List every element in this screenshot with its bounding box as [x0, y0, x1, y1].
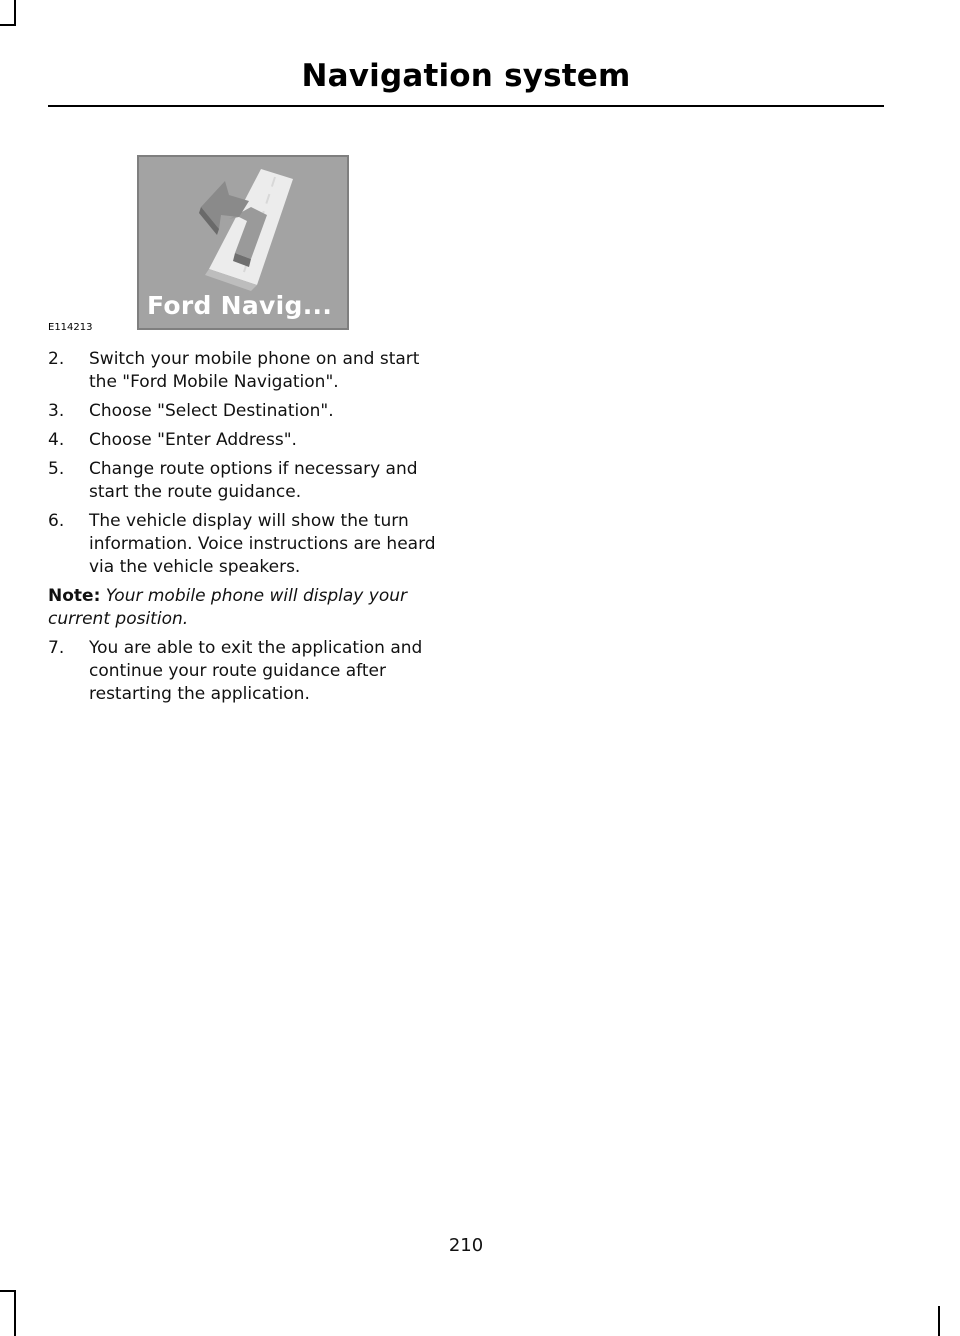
step-list [48, 348, 452, 712]
ford-navigation-app-icon [137, 155, 349, 330]
step-number: 3. [48, 401, 65, 421]
crop-mark-bottom-right-v [938, 1306, 940, 1336]
step-text: Choose "Enter Address". [89, 430, 297, 450]
step-number: 6. [48, 511, 65, 531]
crop-mark-top-left-v [14, 0, 16, 26]
step-text: You are able to exit the application and continue your route guidance after restarting the application. [89, 638, 423, 704]
step-number: 4. [48, 430, 65, 450]
step-number: 5. [48, 459, 65, 479]
figure-code: E114213 [48, 322, 93, 333]
note-text: Your mobile phone will display your current position. [48, 586, 407, 629]
step-text: The vehicle display will show the turn information. Voice instructions are heard via the vehicle speakers. [89, 511, 436, 577]
step-number: 2. [48, 349, 65, 369]
list-item [48, 637, 452, 706]
list-item [48, 348, 452, 394]
page-number: 210 [448, 1235, 484, 1256]
figure-caption: Ford Navig... [147, 291, 333, 320]
list-item [48, 429, 452, 452]
header-rule [48, 105, 884, 107]
step-text: Choose "Select Destination". [89, 401, 334, 421]
crop-mark-bottom-left-v [14, 1290, 16, 1336]
list-item [48, 510, 452, 579]
note [48, 585, 452, 631]
step-number: 7. [48, 638, 65, 658]
list-item [48, 458, 452, 504]
page-title: Navigation system [301, 58, 631, 94]
crop-mark-bottom-left-h [0, 1290, 16, 1292]
crop-mark-top-left-h [0, 24, 16, 26]
step-text: Change route options if necessary and start the route guidance. [89, 459, 418, 502]
list-item [48, 400, 452, 423]
step-text: Switch your mobile phone on and start the "Ford Mobile Navigation". [89, 349, 420, 392]
note-label: Note: [48, 586, 101, 606]
